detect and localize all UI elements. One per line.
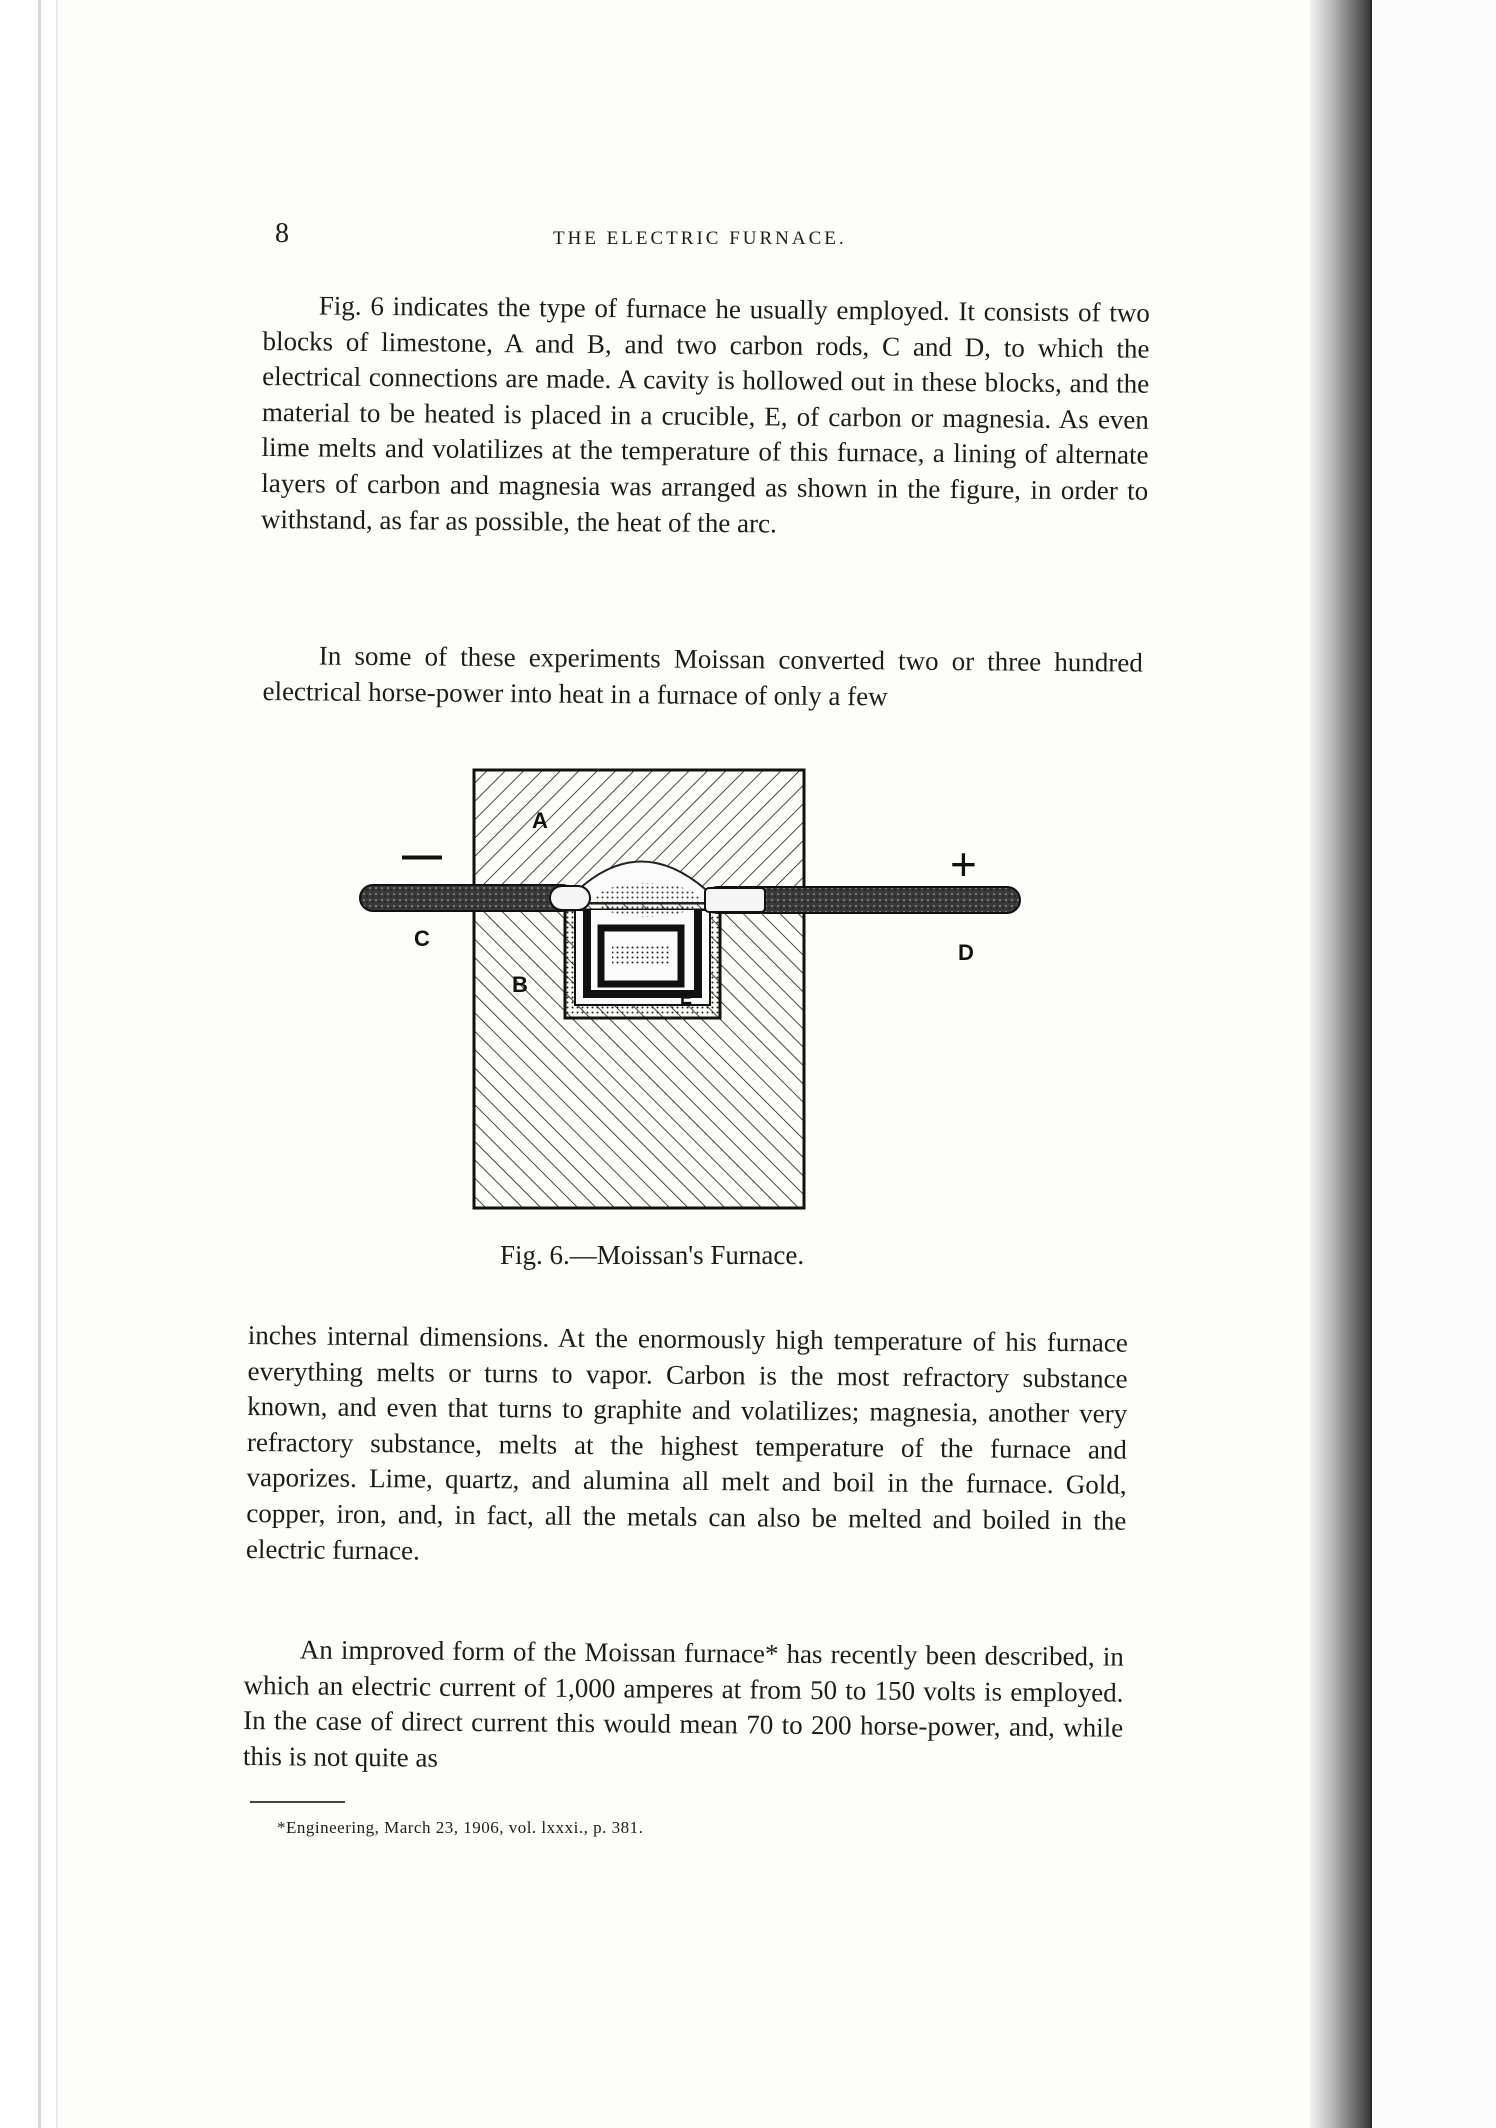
facing-page-edge — [1370, 0, 1496, 2128]
label-c: C — [414, 926, 430, 951]
book-edge-left-inner — [56, 0, 58, 2128]
page-number: 8 — [275, 218, 289, 249]
book-edge-left — [38, 0, 41, 2128]
crucible-charge — [612, 946, 670, 966]
rod-c-tip — [550, 886, 590, 910]
paragraph-4: An improved form of the Moissan furnace* has recently been described, in which an electric current of 1,000 amperes at from 50 to 150 volts is employed. In the case of direct current this would mean 70 to 200 horse-power, and, while this is not quite as — [242, 1634, 1124, 1773]
electric-arc — [595, 883, 699, 917]
label-plus: + — [950, 838, 977, 890]
rod-c — [360, 885, 575, 911]
figure-caption: Fig. 6.—Moissan's Furnace. — [500, 1240, 805, 1270]
running-head: THE ELECTRIC FURNACE. — [553, 228, 847, 249]
label-a: A — [532, 808, 548, 833]
label-d: D — [958, 940, 974, 965]
label-b: B — [512, 972, 528, 997]
paragraph-1: Fig. 6 indicates the type of furnace he usually employed. It consists of two blocks of limestone, A and B, and two carbon rods, C and D, to which the electrical connections are made. A cavity is hollowed out in these blocks, and the material to be heated is placed in a crucible, E, of carbon or magnesia. As even lime melts and volatilizes at the temperature of this furnace, a lining of alternate layers of carbon and magnesia was arranged as shown in the figure, in order to withstand, as far as possible, the heat of the arc. — [260, 290, 1150, 539]
footnote-rule — [250, 1801, 345, 1803]
rod-d-tip — [705, 888, 765, 912]
paragraph-3: inches internal dimensions. At the enormously high temperature of his furnace everything melts or turns to vapor. Carbon is the most refractory substance known, and even that turns to graphite and volatilizes; magnesia, another very refractory substance, melts at the highest temperature of the furnace and vaporizes. Lime, quartz, and alumina all melt and boil in the furnace. Gold, copper, iron, and, in fact, all the metals can also be melted and boiled in the electric furnace. — [245, 1319, 1128, 1566]
furnace-figure — [350, 760, 1030, 1220]
label-e: E — [680, 988, 693, 1008]
label-minus: — — [402, 833, 442, 877]
page-gutter-shadow — [1310, 0, 1370, 2128]
footnote: *Engineering, March 23, 1906, vol. lxxxi., p. 381. — [277, 1818, 644, 1837]
paragraph-2: In some of these experiments Moissan converted two or three hundred electrical horse-power into heat in a furnace of only a few — [262, 640, 1143, 712]
